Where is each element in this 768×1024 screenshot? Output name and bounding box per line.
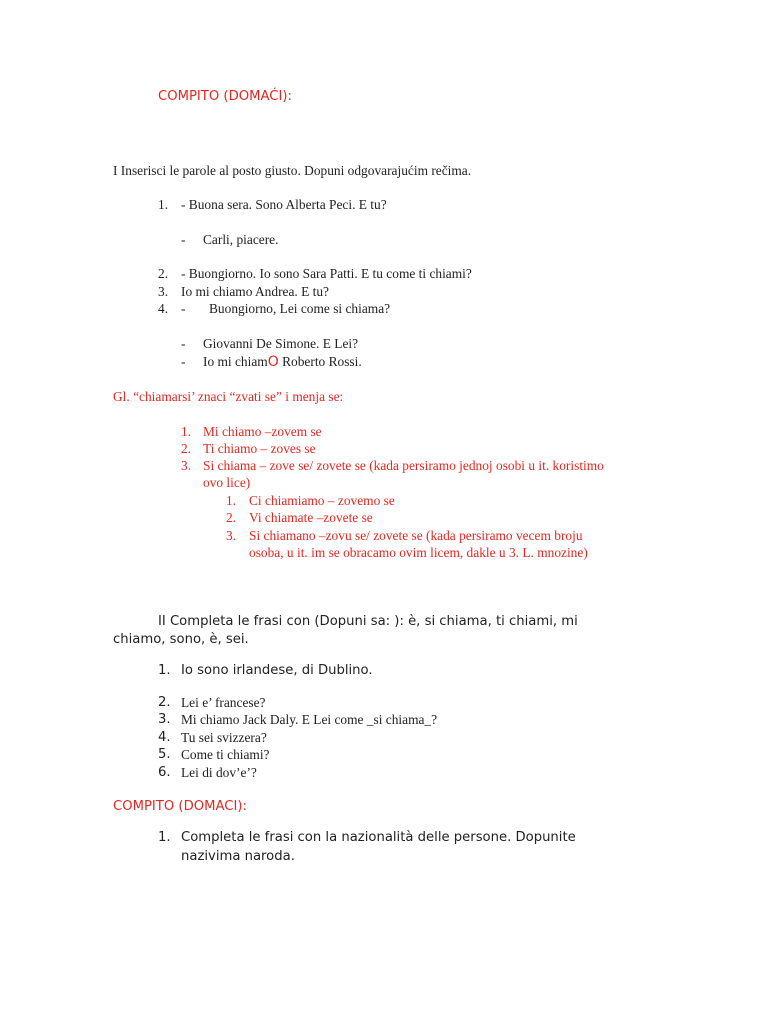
corrected-letter: O [267,354,279,370]
grammar-number: 2. [181,441,192,456]
reply-text [203,354,362,370]
list-item-text-continued: nazivima naroda. [181,849,295,864]
grammar-item-continued: ovo lice) [203,475,251,490]
grammar-subnumber: 1. [226,493,237,508]
list-item-text: Completa le frasi con la nazionalità delle persone. Dopunite [181,830,576,845]
grammar-subitem: Ci chiamiamo – zovemo se [249,493,395,508]
list-item-number: 1. [158,830,171,845]
grammar-subitem: Vi chiamate –zovete se [249,510,373,525]
grammar-item: Mi chiamo –zovem se [203,424,322,439]
grammar-number: 1. [181,424,192,439]
grammar-subitem: Si chiamano –zovu se/ zovete se (kada persiramo vecem broju [249,528,583,543]
reply-dash: - [181,232,186,247]
reply-text: Giovanni De Simone. E Lei? [203,336,359,351]
grammar-subitem-continued: osoba, u it. im se obracamo ovim licem, dakle u 3. L. mnozine) [249,545,588,560]
list-item-number: 5. [158,747,171,762]
list-item-number: 1. [158,197,169,212]
reply-text-end: Roberto Rossi. [278,354,362,369]
grammar-subnumber: 2. [226,510,237,525]
list-item-text: Lei di dov’e’? [181,765,257,780]
grammar-number: 3. [181,458,192,473]
list-item-text: Tu sei svizzera? [181,730,267,745]
reply-text-start: Io mi chiam [203,354,268,369]
list-item-number: 2. [158,266,169,281]
list-item-text: Io mi chiamo Andrea. E tu? [181,284,329,299]
exercise-2-title-continued: chiamo, sono, è, sei. [113,632,249,647]
list-item-number: 4. [158,301,169,316]
list-item-text: Mi chiamo Jack Daly. E Lei come _si chiama_? [181,712,438,727]
reply-dash: - [181,354,186,369]
homework-heading: COMPITO (DOMAĆI): [158,89,292,104]
grammar-subnumber: 3. [226,528,237,543]
list-item-number: 6. [158,765,171,780]
list-item-text: - Buongiorno. Io sono Sara Patti. E tu come ti chiami? [181,266,472,281]
exercise-2-title: II Completa le frasi con (Dopuni sa: ): è, si chiama, ti chiami, mi [158,614,578,629]
list-item-number: 4. [158,730,171,745]
reply-text: Carli, piacere. [203,232,279,247]
grammar-item: Ti chiamo – zoves se [203,441,316,456]
reply-dash: - [181,336,186,351]
list-item-number: 3. [158,284,169,299]
list-item-text: - Buona sera. Sono Alberta Peci. E tu? [181,197,387,212]
list-item-text: Lei e’ francese? [181,695,266,710]
grammar-note-title: Gl. “chiamarsi’ znaci “zvati se” i menja se: [113,389,344,404]
list-item-number: 2. [158,695,171,710]
grammar-item: Si chiama – zove se/ zovete se (kada persiramo jednoj osobi u it. koristimo [203,458,604,473]
exercise-1-title: I Inserisci le parole al posto giusto. Dopuni odgovarajućim rečima. [113,163,472,178]
list-item-text: Buongiorno, Lei come si chiama? [209,301,391,316]
list-item-text: Come ti chiami? [181,747,270,762]
list-item-text: Io sono irlandese, di Dublino. [181,663,373,678]
list-item-number: 1. [158,663,171,678]
list-item-dash: - [181,301,186,316]
homework-heading-2: COMPITO (DOMACI): [113,799,247,814]
list-item-number: 3. [158,712,171,727]
